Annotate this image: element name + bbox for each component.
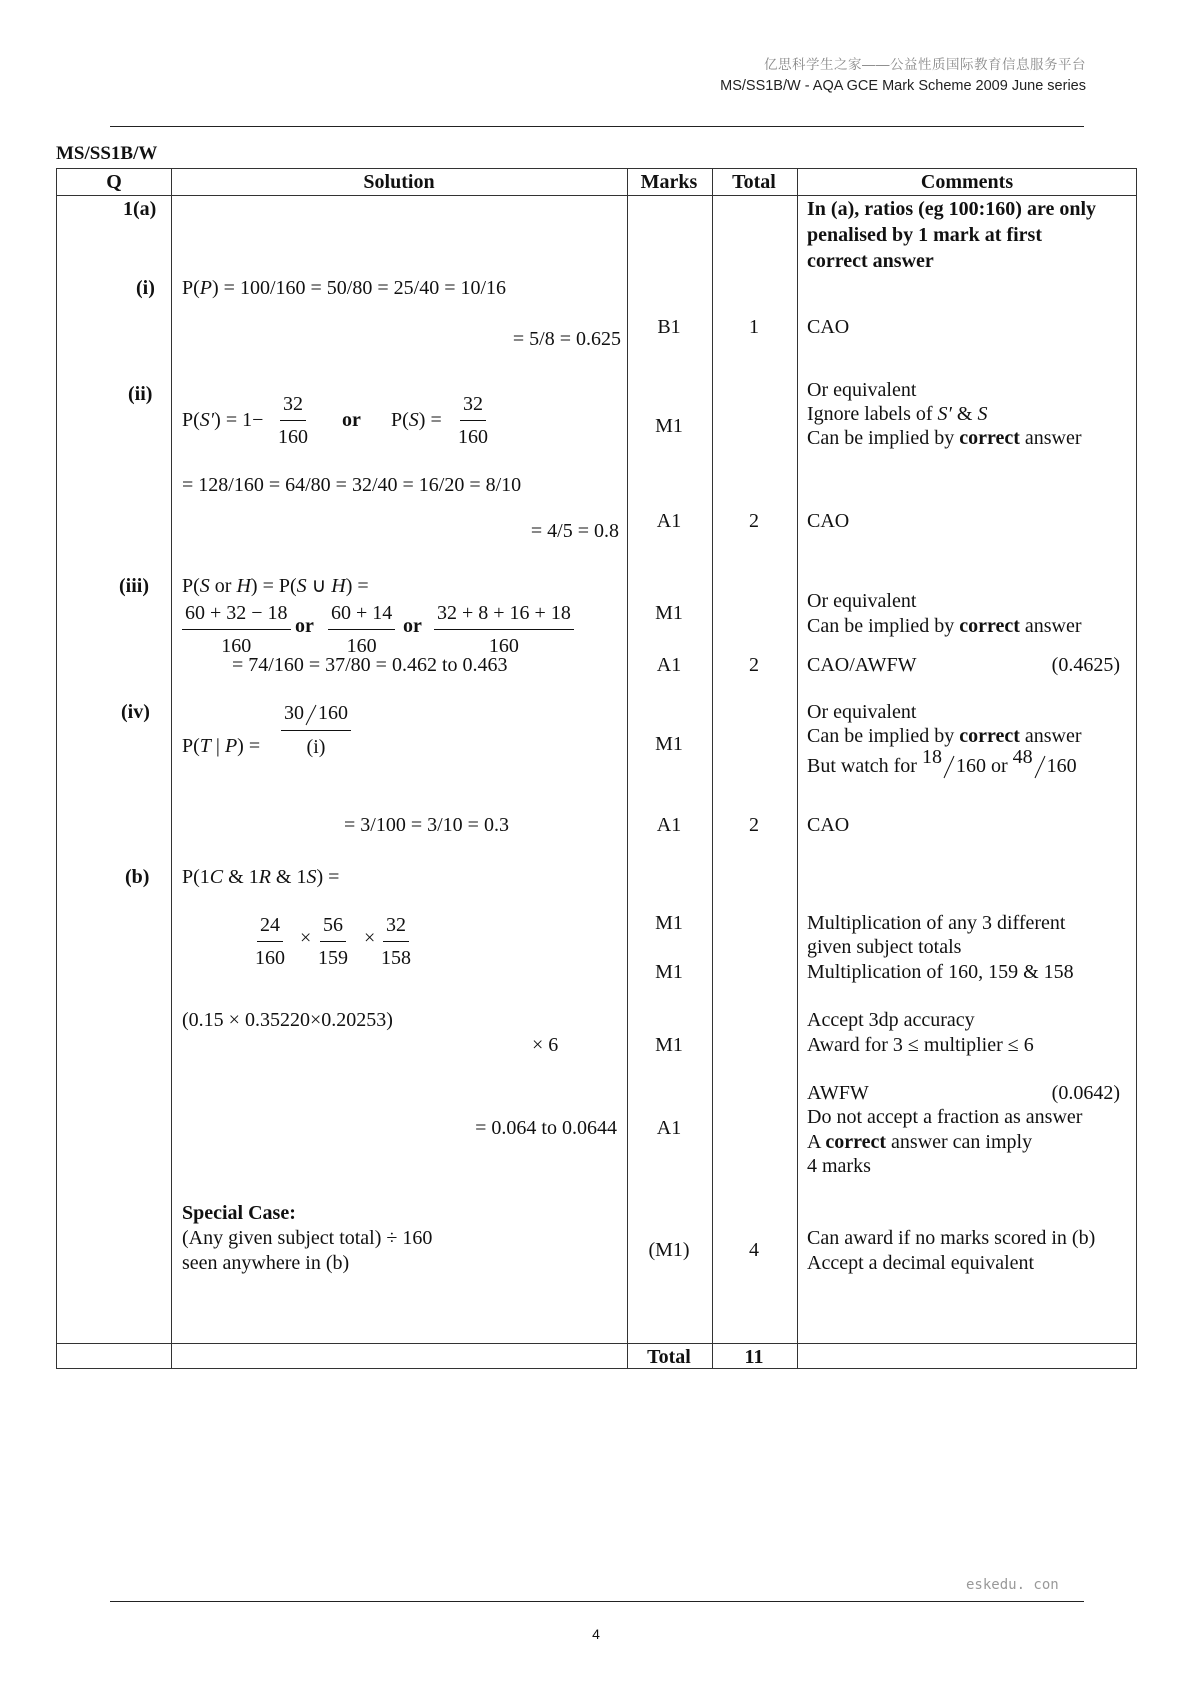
solution-text: & [275, 866, 292, 888]
comment-text: & [956, 403, 973, 425]
solution-ii-one: 1 [242, 409, 253, 431]
mark-iv-accuracy: A1 [656, 814, 682, 836]
comment-b-line2: given subject totals [807, 936, 962, 958]
mark-b-2: M1 [655, 961, 683, 983]
solution-b-result: = 0.064 to 0.0644 [475, 1117, 617, 1139]
solution-ii-or: or [342, 409, 361, 431]
comment-b-value: (0.0642) [1051, 1082, 1120, 1104]
comment-text: Can be implied by [807, 725, 955, 747]
watch-fraction-1-numerator: 18 [921, 746, 942, 768]
solution-b-times-2: × [364, 927, 376, 949]
document-code: MS/SS1B/W [56, 143, 158, 164]
solution-text: 1 [199, 866, 210, 888]
mark-ii-method: M1 [655, 415, 683, 437]
mark-scheme-table [56, 168, 1137, 1369]
comment-text: Can be implied by [807, 615, 955, 637]
fraction-numerator: 32 + 8 + 16 + 18 [434, 600, 574, 630]
special-case-title: Special Case: [182, 1202, 296, 1224]
comment-iii-line3: CAO/AWFW [807, 654, 917, 676]
watch-fraction-2-numerator: 48 [1012, 746, 1033, 768]
mark-b-3: M1 [655, 1034, 683, 1056]
comment-text: or [990, 755, 1008, 777]
comment-text: But watch for [807, 755, 917, 777]
page-number: 4 [592, 1626, 600, 1642]
header-rule [110, 126, 1084, 127]
fraction-denominator: 160 [221, 635, 252, 657]
solution-ii-fraction-2 [455, 391, 491, 450]
comment-text: answer [1024, 725, 1082, 747]
solution-iii-line1: P(S or H) = P(S ∪ H) = [182, 575, 369, 597]
fraction-numerator: 32 [383, 912, 409, 942]
comment-text: answer [1024, 427, 1082, 449]
comment-text: Can be implied by [807, 427, 955, 449]
solution-iv-line2: = 3/100 = 3/10 = 0.3 [344, 814, 509, 836]
comment-text: answer [1024, 615, 1082, 637]
column-divider [171, 169, 172, 1368]
fraction-denominator: 160 [458, 426, 488, 448]
slash-icon [1033, 754, 1047, 780]
solution-ii-line3: = 4/5 = 0.8 [530, 520, 619, 542]
fraction-numerator [281, 700, 351, 731]
question-label-ii: (ii) [128, 383, 153, 405]
comment-b-line10: Can award if no marks scored in (b) [807, 1227, 1096, 1249]
solution-b-fraction-3 [378, 912, 414, 971]
question-label-1a: 1(a) [123, 198, 157, 220]
column-divider [627, 169, 628, 1368]
mark-i: B1 [657, 316, 681, 338]
header-doc-reference: MS/SS1B/W - AQA GCE Mark Scheme 2009 June series [720, 78, 1086, 94]
comment-i: CAO [807, 316, 850, 338]
comment-b-line5: Award for 3 ≤ multiplier ≤ 6 [807, 1034, 1034, 1056]
comment-ii-line1: Or equivalent [807, 379, 917, 401]
header-site-title: 亿思科学生之家——公益性质国际教育信息服务平台 [764, 57, 1086, 72]
solution-b-fraction-2 [315, 912, 351, 971]
fraction-numerator: 60 + 14 [328, 600, 395, 630]
solution-text: & [228, 866, 244, 888]
solution-b-decimals: (0.15 × 0.35220×0.20253) [182, 1009, 393, 1031]
solution-text: 1 [296, 866, 307, 888]
mark-iii-method: M1 [655, 602, 683, 624]
total-b: 4 [749, 1239, 759, 1261]
comment-ii-line4: CAO [807, 510, 850, 532]
mark-iv-method: M1 [655, 733, 683, 755]
comment-1a-line2: penalised by 1 mark at first [807, 224, 1042, 246]
grand-total-value: 11 [744, 1346, 764, 1368]
solution-b-times-six: × 6 [532, 1034, 559, 1056]
total-iv: 2 [749, 814, 759, 836]
question-label-iii: (iii) [119, 575, 149, 597]
solution-iv-lhs: P(T | P) = [182, 735, 261, 757]
footer-rule [110, 1601, 1084, 1602]
fraction-denominator: 160 [346, 635, 377, 657]
total-ii: 2 [749, 510, 759, 532]
mark-ii-accuracy: A1 [656, 510, 682, 532]
footer-site-watermark: eskedu. con [966, 1577, 1059, 1593]
fraction-numerator: 56 [320, 912, 346, 942]
solution-b-fraction-1 [252, 912, 288, 971]
comment-iv-line3 [807, 746, 1077, 780]
fraction-numerator: 24 [257, 912, 283, 942]
comment-b-line1: Multiplication of any 3 different [807, 912, 1066, 934]
column-header-marks: Marks [640, 171, 698, 193]
comment-emphasis: correct [825, 1131, 887, 1153]
comment-ii-line3 [807, 425, 1082, 451]
mark-b-special: (M1) [648, 1239, 690, 1261]
column-header-comments: Comments [920, 171, 1014, 193]
comment-b-line3: Multiplication of 160, 159 & 158 [807, 961, 1074, 983]
total-iii: 2 [749, 654, 759, 676]
comment-b-line9: 4 marks [807, 1155, 871, 1177]
solution-i-line1: P(P) = 100/160 = 50/80 = 25/40 = 10/16 [182, 277, 507, 299]
comment-iv-line1: Or equivalent [807, 701, 917, 723]
comment-b-line4: Accept 3dp accuracy [807, 1009, 975, 1031]
fraction-denominator: (i) [306, 736, 326, 759]
fraction-numerator: 60 + 32 − 18 [182, 600, 291, 630]
solution-b-line1: P(1C & 1R & 1S) = [182, 866, 340, 888]
special-case-line2: seen anywhere in (b) [182, 1252, 350, 1274]
mark-iii-accuracy: A1 [656, 654, 682, 676]
column-header-solution: Solution [363, 171, 435, 193]
comment-1a-line3: correct answer [807, 250, 934, 272]
numerator-bottom: 160 [318, 702, 348, 724]
mark-b-1: M1 [655, 912, 683, 934]
solution-text: 1 [248, 866, 259, 888]
comment-text: answer can imply [891, 1131, 1033, 1153]
column-divider [712, 169, 713, 1368]
total-i: 1 [749, 316, 759, 338]
grand-total-label: Total [647, 1346, 691, 1368]
question-label-b: (b) [125, 866, 150, 888]
solution-ii-fraction-1 [275, 391, 311, 450]
watch-fraction-2-denominator: 160 [1046, 755, 1077, 777]
column-header-q: Q [106, 171, 122, 193]
solution-i-values: 100/160 = 50/80 = 25/40 = 10/16 [239, 277, 507, 299]
solution-iii-or-1: or [295, 615, 314, 637]
column-divider [797, 169, 798, 1368]
solution-b-times-1: × [300, 927, 312, 949]
comment-b-line6: AWFW [807, 1082, 869, 1104]
solution-iii-line3: = 74/160 = 37/80 = 0.462 to 0.463 [232, 654, 508, 676]
solution-iii-fraction-3 [434, 600, 574, 659]
comment-emphasis: correct [959, 427, 1020, 449]
slash-icon [304, 701, 318, 727]
total-row-divider [57, 1343, 1136, 1344]
solution-iii-fraction-2 [328, 600, 395, 659]
slash-icon [942, 754, 956, 780]
special-case-line1: (Any given subject total) ÷ 160 [182, 1227, 433, 1249]
mark-b-4: A1 [656, 1117, 682, 1139]
solution-ii-ps-lhs: P(S) = [391, 409, 442, 431]
comment-text: A [807, 1131, 821, 1153]
fraction-denominator: 158 [381, 947, 411, 969]
comment-ii-line2: Ignore labels of S′ & S [807, 403, 988, 425]
comment-b-line7: Do not accept a fraction as answer [807, 1106, 1083, 1128]
solution-iv-fraction [281, 700, 351, 760]
solution-ii-complement-lhs: P(S′) = 1− [182, 409, 264, 431]
comment-iii-line2 [807, 613, 1082, 639]
comment-iii-line1: Or equivalent [807, 590, 917, 612]
comment-b-line11: Accept a decimal equivalent [807, 1252, 1035, 1274]
comment-text: Ignore labels of [807, 403, 933, 425]
comment-iii-value: (0.4625) [1051, 654, 1120, 676]
comment-emphasis: correct [959, 725, 1020, 747]
comment-iv-line4: CAO [807, 814, 850, 836]
numerator-top: 30 [284, 702, 304, 724]
fraction-numerator: 32 [280, 391, 306, 421]
question-label-i: (i) [136, 277, 155, 299]
question-label-iv: (iv) [121, 701, 150, 723]
fraction-denominator: 159 [318, 947, 348, 969]
column-header-total: Total [732, 171, 776, 193]
comment-1a-line1: In (a), ratios (eg 100:160) are only [807, 198, 1097, 220]
watch-fraction-1-denominator: 160 [955, 755, 986, 777]
solution-ii-line2: = 128/160 = 64/80 = 32/40 = 16/20 = 8/10 [182, 474, 522, 496]
solution-iii-or-2: or [403, 615, 422, 637]
solution-i-line2: = 5/8 = 0.625 [512, 328, 621, 350]
fraction-denominator: 160 [255, 947, 285, 969]
comment-iv-line2 [807, 723, 1082, 749]
fraction-denominator: 160 [488, 635, 519, 657]
fraction-denominator: 160 [278, 426, 308, 448]
fraction-numerator: 32 [460, 391, 486, 421]
solution-iii-fraction-1 [182, 600, 291, 659]
comment-b-line8 [807, 1129, 1032, 1155]
comment-emphasis: correct [959, 615, 1020, 637]
